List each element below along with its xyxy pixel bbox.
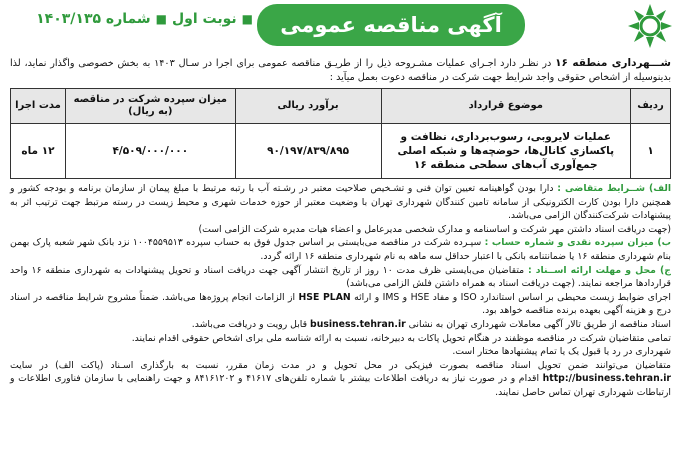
section-a-text: دارا بودن گواهینامه تعیین توان فنی و تشـخیص صلاحیت معتبر در رشـته آب با رتبه مرتبط با مبلغ پیمان از سازمان برنامه و بودجه کشور و همچنین دارا بودن کارت الکترونیکی از سامانه تامین کنندگان شهرداری تهران با وضعیت معتبر از حوزه خدمات شهری و محیط زیست در رسته مرتبط جهت ترتیب اثر به پیشنهادات شرکت‌کنندگان الزامی می‌باشد.	[10, 183, 671, 222]
intro-text: در نظـر دارد اجـرای عملیات مشـروحه ذیل را از طریـق مناقصه عمومی برای اجرا در سـال ۱۴۰۳ به بخش خصوصی واگذار نماید، لذا بدینوسیله از اشخاص حقوقی واجد شرایط جهت شرکت در مناقصه دعوت بعمل میآید :	[10, 58, 671, 83]
org-name: شـــهرداری منطقه ۱۶	[555, 57, 672, 69]
section-a	[10, 182, 671, 223]
hse-plan: HSE PLAN	[298, 291, 351, 303]
page-title: آگهی مناقصه عمومی	[257, 4, 525, 46]
table-header-row	[11, 89, 671, 124]
hse-post: از الزامات انجام پروژه‌ها می‌باشد. ضمناً مشروح شرایط مناقصه در اسناد درج و هزینه آگهی بعهده برنده مناقصه خواهد بود.	[10, 291, 671, 317]
hse-pre: اجرای ضوابط زیست محیطی بر اساس استاندارد ISO و مفاد HSE و IMS و ارائه	[350, 291, 672, 303]
header	[0, 0, 681, 52]
site-pre: اسناد مناقصه از طریق تالار آگهی معاملات شهرداری تهران به نشانی	[405, 318, 671, 330]
final-post: اقدام و در صورت نیاز به دریافت اطلاعات بیشتر با شماره تلفن‌های ۴۱۶۱۷ و ۸۴۱۶۱۲۰۲ و جهت راهنمایی با سازمان فناوری اطلاعات و ارتباطات شهرداری تهران تماس حاصل نمایند.	[10, 373, 671, 398]
site-post: قابل رویت و دریافت می‌باشد.	[191, 318, 311, 330]
section-a-note: (جهت دریافت اسناد داشتن مهر شرکت و اساسنامه و مدارک شخصی مدیرعامل و اعضاء هیات مدیره شرکت الزامی است)	[198, 223, 671, 235]
conditions-text	[10, 182, 671, 400]
final-link[interactable]: http://business.tehran.ir	[542, 373, 672, 385]
col-header-deposit: میزان سپرده شرکت در مناقصه (به ریال)	[65, 89, 235, 124]
intro-paragraph	[10, 56, 671, 85]
cell-duration: ۱۲ ماه	[11, 124, 66, 179]
cell-row-num: ۱	[631, 124, 671, 179]
section-b	[10, 236, 671, 263]
section-c-title: ج) محل و مهلت ارائه اســناد :	[527, 264, 672, 276]
final-pre: متقاضیان می‌توانند ضمن تحویل اسناد مناقصه بصورت فیزیکی در محل تحویل و در مدت زمان مقرر، نسبت به بارگذاری اسـناد (پاکت الف) در سایت	[10, 359, 671, 371]
bullet-icon: ■	[155, 12, 168, 26]
bullet-icon: ■	[241, 12, 253, 26]
cell-estimate: ۹۰/۱۹۷/۸۳۹/۸۹۵	[235, 124, 381, 179]
notice-number: شماره ۱۴۰۳/۱۳۵	[36, 11, 151, 27]
section-c	[10, 264, 671, 291]
site-link[interactable]: business.tehran.ir	[310, 318, 406, 330]
notice-meta	[8, 6, 253, 32]
legal-paragraph: تمامی متقاضیان شرکت در مناقصه موظفند در هنگام تحویل پاکات به دبیرخانه، نسبت به ارائه شناسه ملی برای اشخاص حقوقی اقدام نمایند.	[131, 332, 671, 344]
hse-paragraph	[10, 291, 671, 318]
cell-deposit: ۴/۵۰۹/۰۰۰/۰۰۰	[65, 124, 235, 179]
section-b-text: سپـرده شرکت در مناقصه می‌بایستی بر اساس جدول فوق به حساب سپرده ۱۰۰۴۵۵۹۵۱۳ نزد بانک شهر شعبه پارک بهمن بنام شهرداری منطقه ۱۶ یا ضمانتنامه بانکی با اعتبار حداقل سه ماهه به نام شهرداری منطقه ۱۶ ارائه گردد.	[10, 237, 671, 262]
round-label: نوبت اول	[172, 11, 237, 27]
section-b-title: ب) میزان سپرده نقدی و شماره حساب :	[484, 237, 671, 249]
col-header-subject: موضوع قرارداد	[381, 89, 631, 124]
col-header-row-num: ردیف	[631, 89, 671, 124]
final-paragraph	[10, 359, 671, 400]
cell-subject: عملیات لایروبی، رسوب‌برداری، نظافت و پاکسازی کانال‌ها، حوضچه‌ها و شبکه اصلی جمع‌آوری آب‌های سطحی منطقه ۱۶	[381, 124, 631, 179]
col-header-estimate: برآورد ریالی	[235, 89, 381, 124]
site-paragraph	[10, 318, 671, 332]
section-c-text: متقاضیان می‌بایستی ظرف مدت ۱۰ روز از تاریخ انتشار آگهی جهت دریافت اسناد و تحویل پیشنهادات به شهرداری منطقه ۱۶ واحد قراردادها مراجعه نمایند. (جهت دریافت اسناد به همراه داشتن فلش الزامی می‌باشد)	[10, 264, 671, 290]
contract-table	[10, 88, 671, 179]
rights-paragraph: شهرداری در رد یا قبول یک یا تمام پیشنهادها مختار است.	[452, 346, 671, 358]
section-a-title: الف) شــرایط متقاضی :	[557, 183, 672, 194]
table-row	[11, 124, 671, 179]
col-header-duration: مدت اجرا	[11, 89, 66, 124]
municipality-logo-icon	[625, 2, 675, 50]
